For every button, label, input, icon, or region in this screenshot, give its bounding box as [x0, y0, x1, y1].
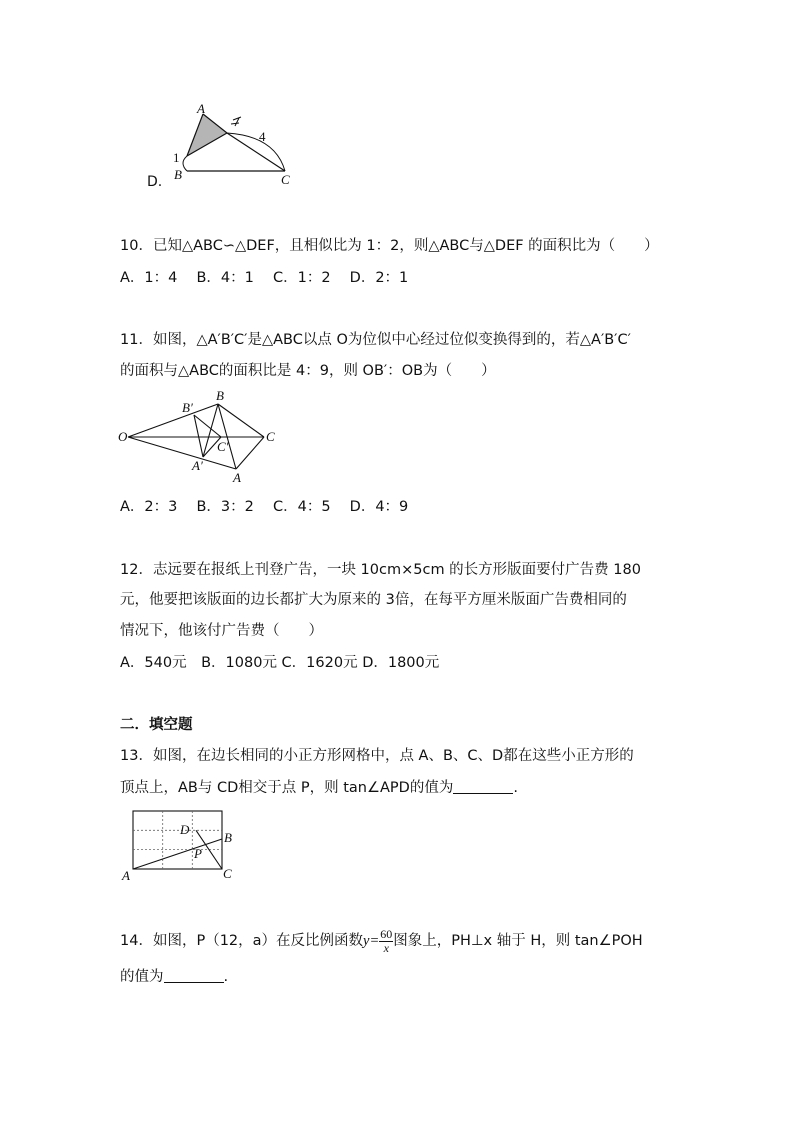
q12-line3: 情况下，他该付广告费（ ）	[120, 623, 323, 639]
option-d-label: D.	[147, 174, 163, 190]
q11-figure	[116, 389, 286, 489]
q13-line2-wrap	[120, 778, 518, 798]
q14-line1	[120, 924, 643, 958]
q12-options: A．540元 B．1080元 C．1620元 D．1800元	[120, 655, 440, 671]
q14-part1: 14．如图，P（12，a）在反比例函数	[120, 933, 364, 949]
q11-label-b: B	[216, 389, 224, 403]
q11-label-o: O	[118, 429, 128, 444]
q13-label-d: D	[180, 822, 190, 837]
q11-label-c-prime: C′	[217, 439, 229, 454]
q14-denominator: x	[383, 940, 389, 955]
q11-stem-line2: 的面积与△ABC的面积比是 4：9，则 OB′：OB为（ ）	[120, 363, 496, 379]
q13-line2-end: .	[513, 780, 518, 796]
q13-figure	[120, 806, 240, 882]
q11-stem-line1: 11．如图，△A′B′C′是△ABC以点 O为位似中心经过位似变换得到的，若△A′B′C′	[120, 332, 631, 348]
q14-fraction	[379, 928, 393, 955]
q13-label-p: P	[194, 846, 202, 861]
q10-options: A．1：4 B．4：1 C．1：2 D．2：1	[120, 270, 409, 286]
q9-label-a: A	[197, 101, 205, 116]
q11-label-a: A	[233, 470, 241, 485]
q13-label-b: B	[224, 830, 232, 845]
q12-line2: 元，他要把该版面的边长都扩大为原来的 3倍，在每平方厘米版面广告费相同的	[120, 592, 627, 608]
q14-line2-wrap	[120, 967, 228, 987]
q9-side-label-4: 4	[259, 129, 266, 144]
q13-label-a: A	[122, 868, 130, 882]
section-title: 二．填空题	[120, 717, 193, 733]
q11-label-b-prime: B′	[182, 400, 193, 415]
q12-line1: 12．志远要在报纸上刊登广告，一块 10cm×5cm 的长方形版面要付广告费 180	[120, 562, 641, 578]
q13-line2: 顶点上，AB与 CD相交于点 P，则 tan∠APD的值为	[120, 780, 454, 796]
q9-figure-d	[165, 100, 325, 190]
q13-label-c: C	[223, 866, 232, 881]
q14-numerator: 60	[380, 926, 393, 941]
q11-options: A．2：3 B．3：2 C．4：5 D．4：9	[120, 499, 409, 515]
q10-stem: 10．已知△ABC∽△DEF，且相似比为 1：2，则△ABC与△DEF 的面积比为（ ）	[120, 238, 659, 254]
q11-label-a-prime: A′	[192, 458, 203, 473]
q14-y-eq: y=	[363, 933, 380, 949]
q14-line2: 的值为	[120, 969, 164, 985]
q14-line2-end: .	[223, 969, 229, 985]
q9-side-label-1: 1	[173, 150, 180, 165]
q13-answer-blank[interactable]	[453, 779, 513, 794]
q14-answer-blank[interactable]	[164, 968, 224, 983]
q11-label-c: C	[266, 429, 275, 444]
q14-part2: 图象上，PH⊥x 轴于 H，则 tan∠POH	[393, 933, 643, 949]
q9-label-b: B	[174, 167, 182, 182]
q13-line1: 13．如图，在边长相同的小正方形网格中，点 A、B、C、D都在这些小正方形的	[120, 748, 634, 764]
q9-label-c: C	[281, 172, 290, 187]
